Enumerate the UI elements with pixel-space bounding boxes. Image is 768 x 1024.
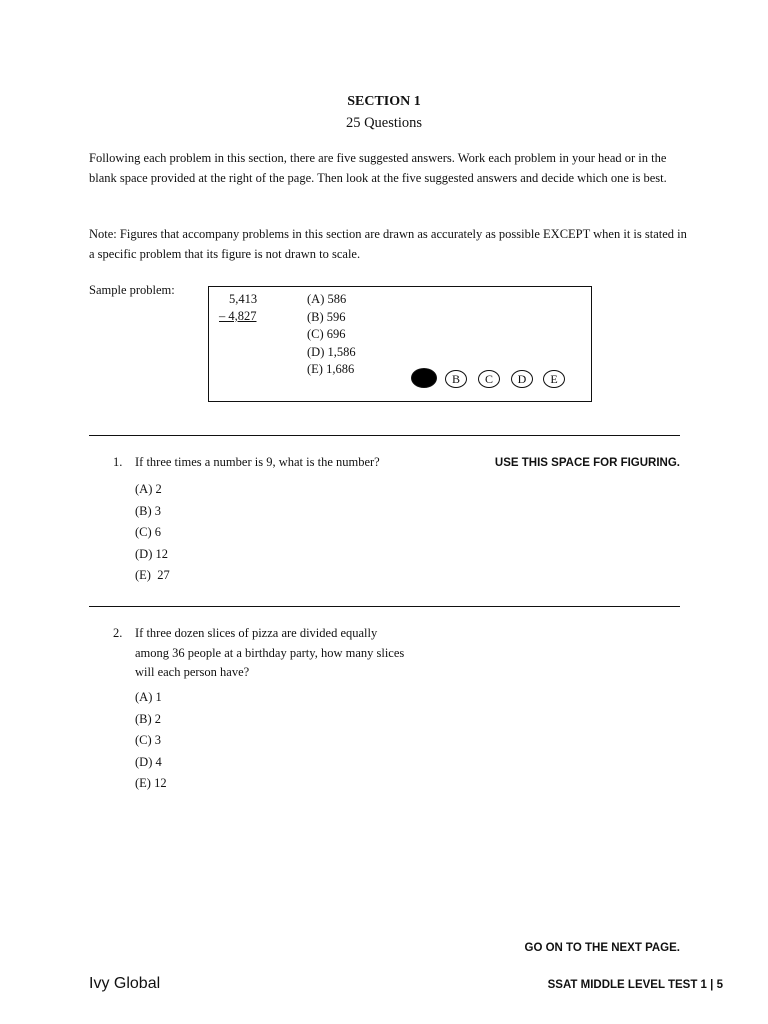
choice-row [135,730,167,752]
page-number: 5 [716,979,723,991]
answer-bubble-b: B [445,370,467,388]
sample-choice-c: (C) 696 [307,327,346,341]
answer-bubble-e: E [543,370,565,388]
sample-choice-b: (B) 596 [307,309,346,324]
choice-row [135,544,170,566]
choice-row [135,709,167,731]
question-1-choices [135,479,170,587]
question-text-line: If three dozen slices of pizza are divided equally [135,626,378,640]
choice-row [135,773,167,795]
choice-value: 12 [155,546,168,561]
choice-value: 12 [154,776,167,790]
question-text [135,624,455,683]
question-text-line: will each person have? [135,665,250,679]
choice-letter: (B) [135,503,152,518]
footer-page-label [430,979,723,991]
footer-separator: | [710,979,714,991]
sample-choice-a: (A) 586 [307,292,347,306]
question-number: 2. [113,626,123,640]
choice-letter: (D) [135,546,153,561]
choice-letter: (C) [135,525,152,539]
choice-value: 2 [154,711,162,726]
go-on-notice: GO ON TO THE NEXT PAGE. [524,942,680,954]
section-subtitle: 25 Questions [345,115,423,131]
sample-subtrahend: – 4,827 [219,309,257,323]
brand-logo: Ivy Global [89,975,161,992]
choice-row [135,565,170,587]
figuring-space-label: USE THIS SPACE FOR FIGURING. [494,457,680,469]
sample-problem-box [208,286,592,402]
divider [89,435,680,436]
sample-choice-d: (D) 1,586 [307,344,356,359]
instructions-paragraph: Following each problem in this section, there are five suggested answers. Work each problem in your head or in the blank space provided at the right of the page. Then look at the five suggested answers and decide which one is best. [89,151,667,185]
choice-letter: (A) [135,690,153,704]
choice-value: 3 [154,733,162,747]
choice-row [135,479,170,501]
choice-letter: (D) [135,754,153,769]
sample-minuend: 5,413 [229,292,258,306]
choice-value: 3 [154,503,162,518]
question-number: 1. [113,455,123,469]
choice-value: 4 [155,754,162,769]
section-title: SECTION 1 [347,94,421,109]
sample-choices [307,291,356,379]
choice-value: 6 [154,525,162,539]
choice-value: 2 [155,482,162,496]
divider [89,606,680,607]
choice-letter: (C) [135,733,152,747]
choice-value: 27 [157,568,170,582]
test-label: SSAT MIDDLE LEVEL TEST 1 [547,979,707,991]
choice-letter: (E) [135,776,151,790]
choice-letter: (B) [135,711,152,726]
question-text-line: among 36 people at a birthday party, how many slices [135,645,405,660]
choice-letter: (E) [135,568,151,582]
answer-bubble-d: D [511,370,533,388]
choice-row [135,687,167,709]
answer-bubble-a-filled [411,368,437,388]
question-text: If three times a number is 9, what is the number? [135,455,380,469]
choice-row [135,501,170,523]
choice-row [135,522,170,544]
choice-row [135,752,167,774]
choice-letter: (A) [135,482,153,496]
choice-value: 1 [155,690,162,704]
sample-choice-e: (E) 1,686 [307,362,355,376]
answer-bubble-c: C [478,370,500,388]
sample-problem-label: Sample problem: [89,283,175,297]
note-paragraph: Note: Figures that accompany problems in this section are drawn as accurately as possible EXCEPT when it is stated in a specific problem that its figure is not drawn to scale. [89,227,687,261]
question-2-choices [135,687,167,795]
